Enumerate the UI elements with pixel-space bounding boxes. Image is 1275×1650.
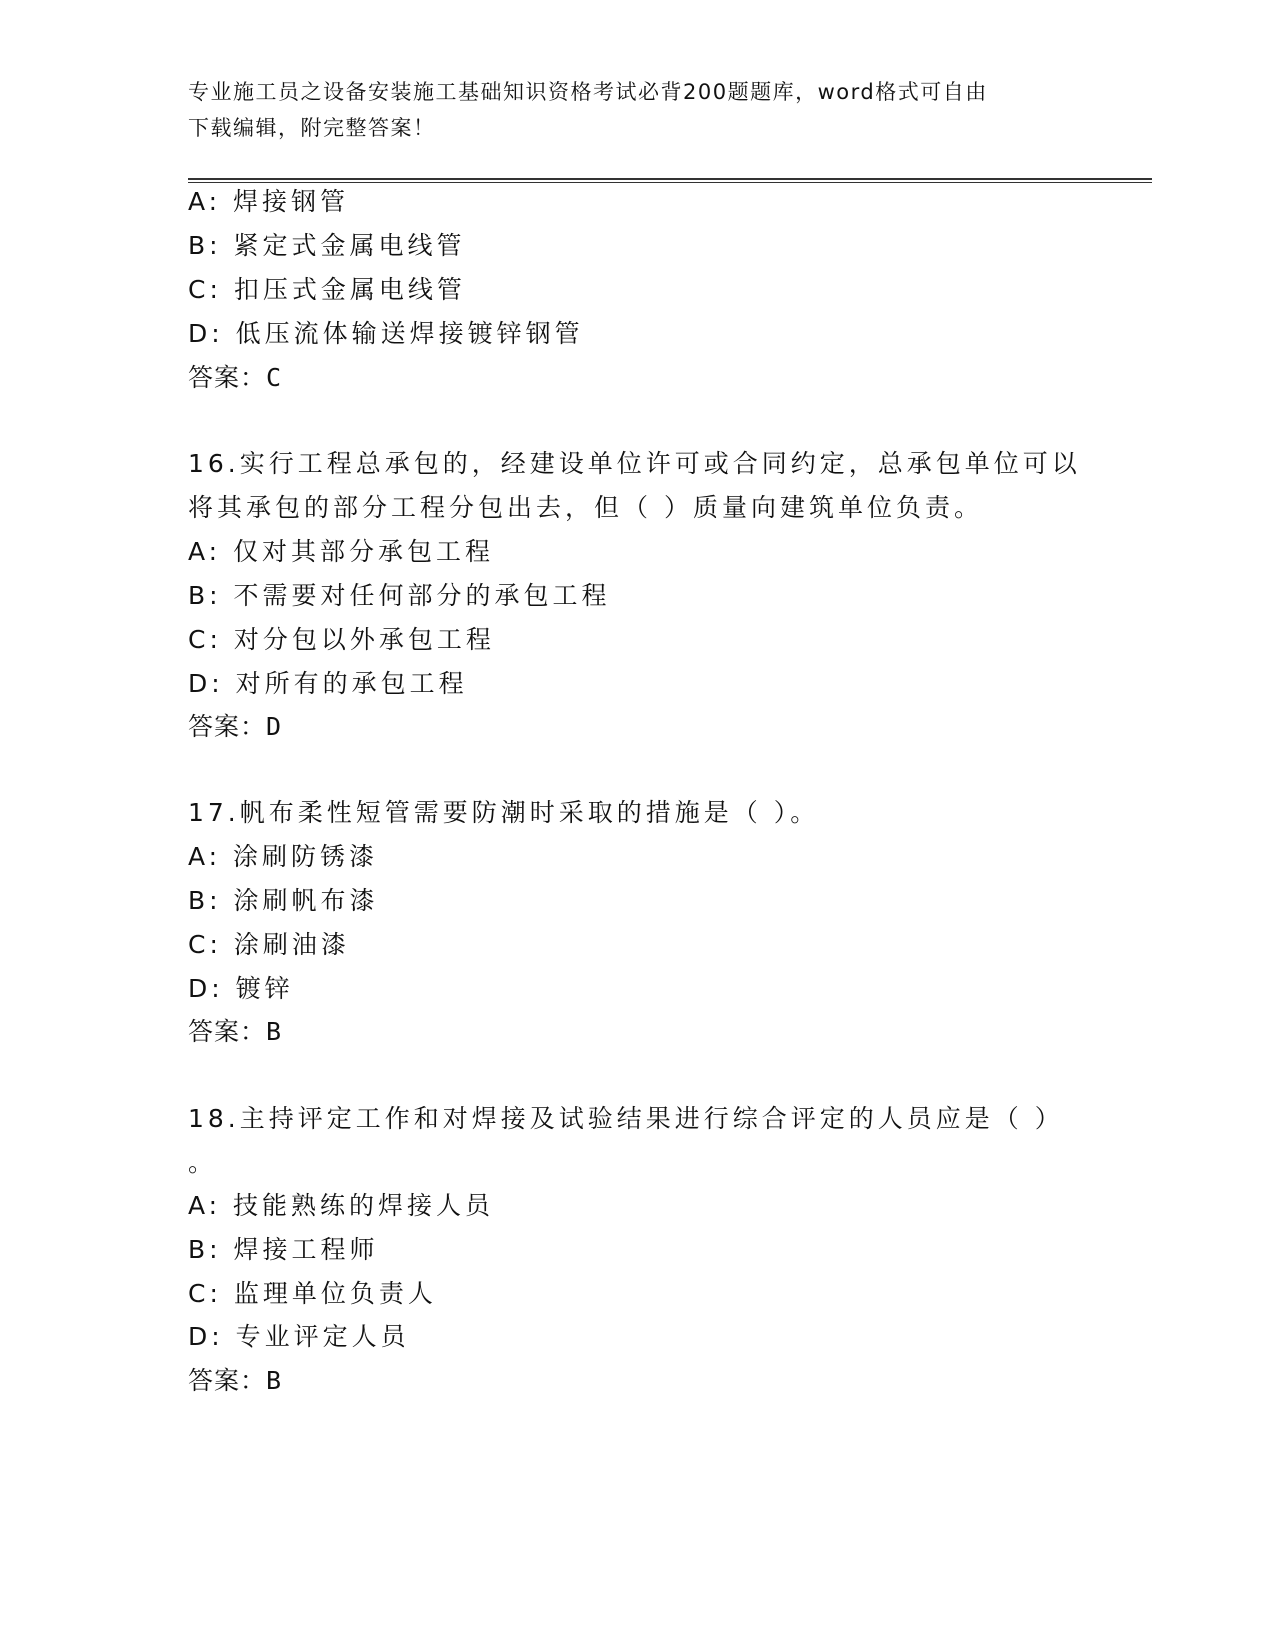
q16-option-d: D: 对所有的承包工程: [188, 669, 468, 698]
q16-answer: [188, 712, 282, 742]
q15-answer: [188, 363, 282, 393]
answer-value: C: [266, 363, 283, 392]
q18-option-b: B: 焊接工程师: [188, 1235, 379, 1264]
q17-option-c: C: 涂刷油漆: [188, 930, 350, 959]
header-line-1: 专业施工员之设备安装施工基础知识资格考试必背200题题库，word格式可自由: [188, 80, 988, 104]
answer-value: B: [266, 1366, 283, 1395]
page-header: [188, 74, 1088, 146]
q17-option-b: B: 涂刷帆布漆: [188, 886, 379, 915]
q17-answer: [188, 1017, 282, 1047]
answer-label: 答案：: [188, 712, 267, 741]
q15-option-c: C: 扣压式金属电线管: [188, 275, 466, 304]
q16-option-b: B: 不需要对任何部分的承包工程: [188, 581, 611, 610]
answer-label: 答案：: [188, 363, 267, 392]
q17-option-d: D: 镀锌: [188, 974, 294, 1003]
q18-stem-line-1: 18.主持评定工作和对焊接及试验结果进行综合评定的人员应是（ ）: [188, 1104, 1064, 1133]
header-line-2: 下载编辑，附完整答案！: [188, 116, 436, 140]
q15-option-d: D: 低压流体输送焊接镀锌钢管: [188, 319, 584, 348]
answer-value: D: [266, 712, 283, 741]
q17-stem-line-1: 17.帆布柔性短管需要防潮时采取的措施是（ ）。: [188, 798, 820, 827]
q18-option-d: D: 专业评定人员: [188, 1322, 410, 1351]
q18-stem-line-2: 。: [188, 1148, 218, 1177]
q18-option-a: A: 技能熟练的焊接人员: [188, 1191, 495, 1220]
answer-value: B: [266, 1017, 283, 1046]
q15-option-a: A: 焊接钢管: [188, 187, 350, 216]
q16-option-a: A: 仅对其部分承包工程: [188, 537, 495, 566]
q18-option-c: C: 监理单位负责人: [188, 1279, 437, 1308]
q15-option-b: B: 紧定式金属电线管: [188, 231, 466, 260]
header-divider: [188, 178, 1152, 180]
q16-stem-line-2: 将其承包的部分工程分包出去，但（ ）质量向建筑单位负责。: [188, 493, 983, 522]
q17-option-a: A: 涂刷防锈漆: [188, 842, 379, 871]
header-divider-thin: [188, 182, 1152, 183]
q18-answer: [188, 1366, 282, 1396]
q16-stem-line-1: 16.实行工程总承包的，经建设单位许可或合同约定，总承包单位可以: [188, 449, 1081, 478]
answer-label: 答案：: [188, 1366, 267, 1395]
q16-option-c: C: 对分包以外承包工程: [188, 625, 495, 654]
answer-label: 答案：: [188, 1017, 267, 1046]
